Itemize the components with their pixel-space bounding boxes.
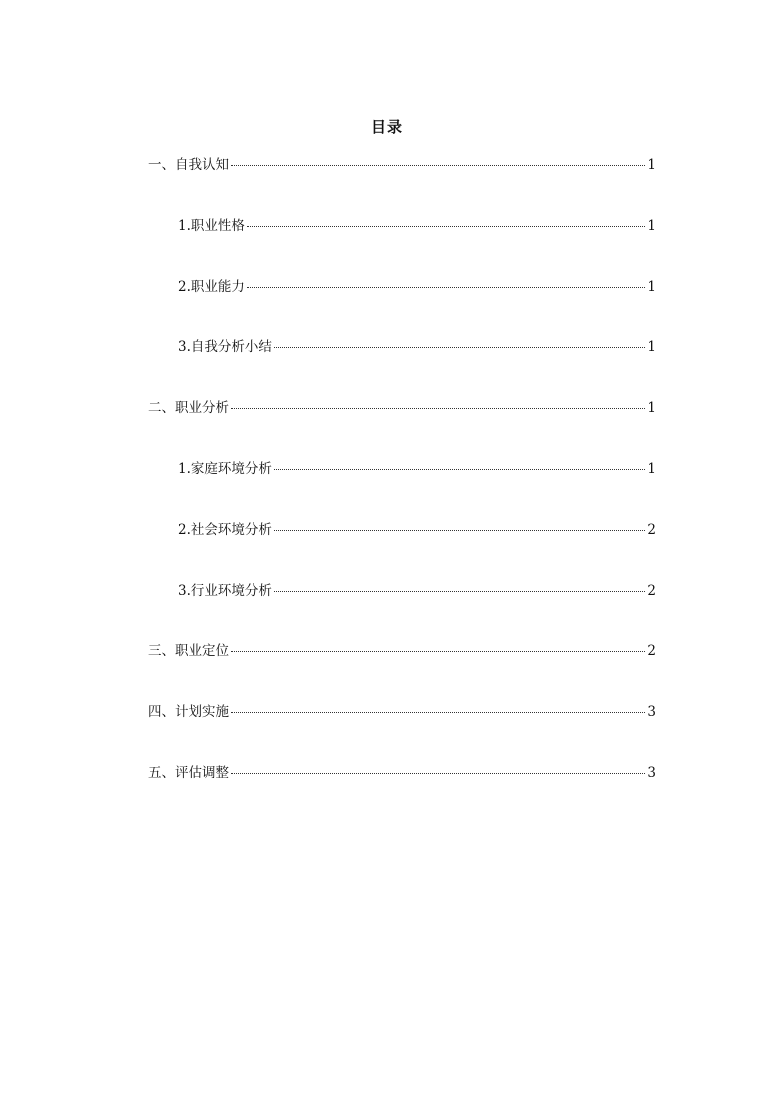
toc-entry-page: 1 [647, 278, 656, 295]
toc-entry-label: 1.职业性格 [178, 217, 245, 234]
toc-dot-leader [231, 165, 645, 166]
toc-entry[interactable] [148, 156, 656, 174]
toc-entry-label: 3.行业环境分析 [178, 582, 272, 599]
toc-dot-leader [247, 287, 646, 288]
toc-entry-label: 三、职业定位 [148, 643, 229, 660]
toc-entry-page: 1 [647, 157, 656, 173]
toc-entry[interactable] [148, 764, 656, 782]
toc-dot-leader [274, 530, 646, 531]
toc-entry-label: 2.社会环境分析 [178, 521, 272, 538]
toc-dot-leader [231, 773, 645, 774]
toc-entry[interactable] [178, 278, 656, 296]
toc-dot-leader [274, 347, 646, 348]
toc-entry-page: 1 [647, 339, 656, 356]
toc-dot-leader [274, 469, 646, 470]
toc-entry[interactable] [178, 582, 656, 600]
toc-entry-label: 五、评估调整 [148, 765, 229, 781]
toc-entry[interactable] [148, 703, 656, 721]
toc-entry[interactable] [178, 521, 656, 539]
toc-entry-label: 四、计划实施 [148, 704, 229, 721]
toc-entry-label: 一、自我认知 [148, 157, 229, 173]
toc-dot-leader [231, 408, 645, 409]
toc-dot-leader [231, 712, 645, 713]
toc-entry-page: 1 [647, 217, 656, 234]
toc-entry-label: 二、职业分析 [148, 400, 229, 417]
toc-entry[interactable] [178, 460, 656, 478]
toc-entry-page: 2 [647, 643, 656, 660]
toc-entry-page: 1 [647, 461, 656, 477]
toc-entry[interactable] [148, 642, 656, 660]
toc-dot-leader [247, 226, 646, 227]
toc-entry-page: 3 [647, 765, 656, 781]
toc-entry-page: 2 [647, 582, 656, 599]
toc-dot-leader [231, 651, 645, 652]
toc-entry-page: 1 [647, 400, 656, 417]
toc-entry[interactable] [178, 217, 656, 235]
toc-entry-label: 3.自我分析小结 [178, 339, 272, 356]
toc-entry[interactable] [148, 399, 656, 417]
toc-entry-label: 1.家庭环境分析 [178, 461, 272, 477]
toc-entry[interactable] [178, 338, 656, 356]
toc-dot-leader [274, 591, 646, 592]
toc-entry-page: 2 [647, 521, 656, 538]
toc-title: 目录 [370, 118, 403, 136]
toc-entry-label: 2.职业能力 [178, 278, 245, 295]
toc-entry-page: 3 [647, 704, 656, 721]
